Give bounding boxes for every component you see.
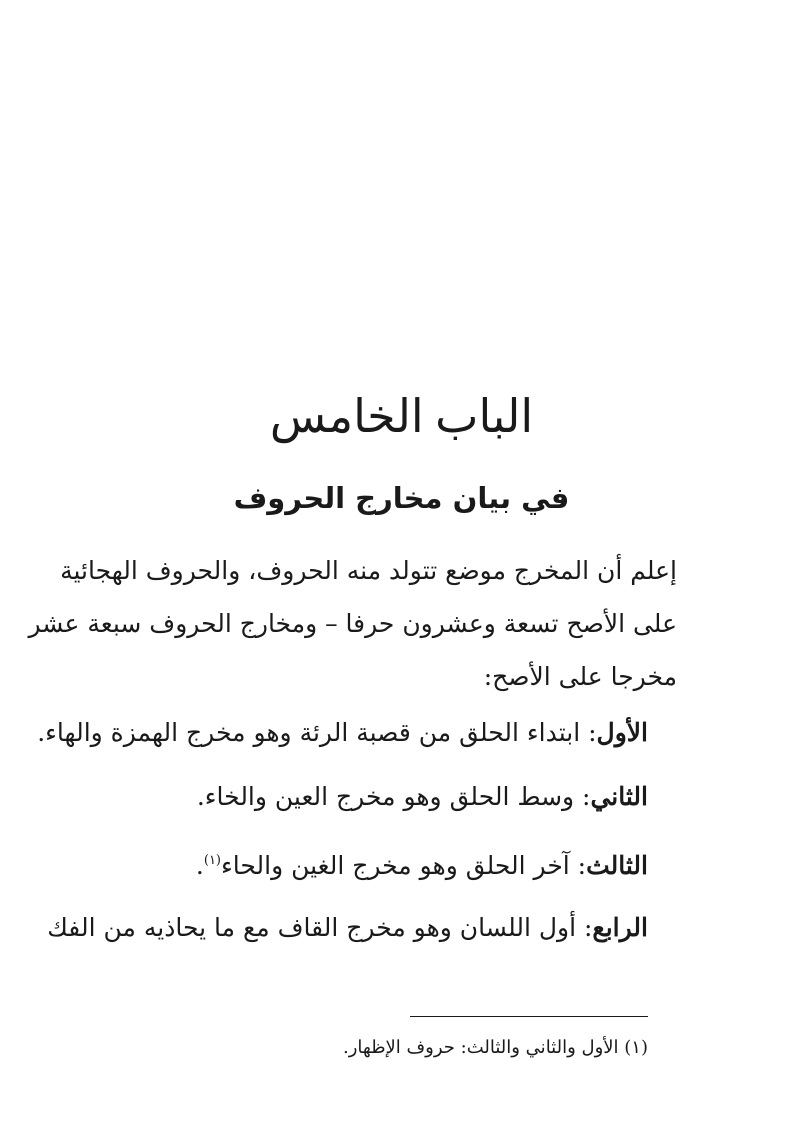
- item-tail: .: [195, 851, 204, 880]
- intro-line: على الأصح تسعة وعشرون حرفا – ومخارج الحروف سبعة عشر: [28, 609, 677, 638]
- item-text: : ابتداء الحلق من قصبة الرئة وهو مخرج الهمزة والهاء.: [37, 718, 597, 747]
- footnote: (١) الأول والثاني والثالث: حروف الإظهار.: [343, 1037, 648, 1058]
- list-item: [118, 777, 648, 817]
- intro-paragraph: [28, 544, 677, 703]
- intro-line: إعلم أن المخرج موضع تتولد منه الحروف، والحروف الهجائية: [60, 556, 677, 585]
- list-item: [118, 841, 648, 886]
- list-item: [47, 908, 648, 948]
- footnote-divider: [410, 1016, 648, 1017]
- item-term: الرابع: [592, 913, 648, 942]
- item-text: : وسط الحلق وهو مخرج العين والخاء.: [196, 782, 591, 811]
- item-term: الثاني: [590, 782, 648, 811]
- item-term: الثالث: [586, 851, 648, 880]
- footnote-reference[interactable]: (١): [203, 853, 221, 868]
- item-text: : آخر الحلق وهو مخرج الغين والحاء: [221, 851, 587, 880]
- item-term: الأول: [596, 718, 648, 747]
- intro-line: مخرجا على الأصح:: [483, 662, 677, 691]
- chapter-title: الباب الخامس: [269, 391, 534, 442]
- item-text: : أول اللسان وهو مخرج القاف مع ما يحاذيه من الفك: [47, 913, 593, 942]
- chapter-subtitle: في بيان مخارج الحروف: [233, 481, 570, 515]
- list-item: [37, 713, 648, 753]
